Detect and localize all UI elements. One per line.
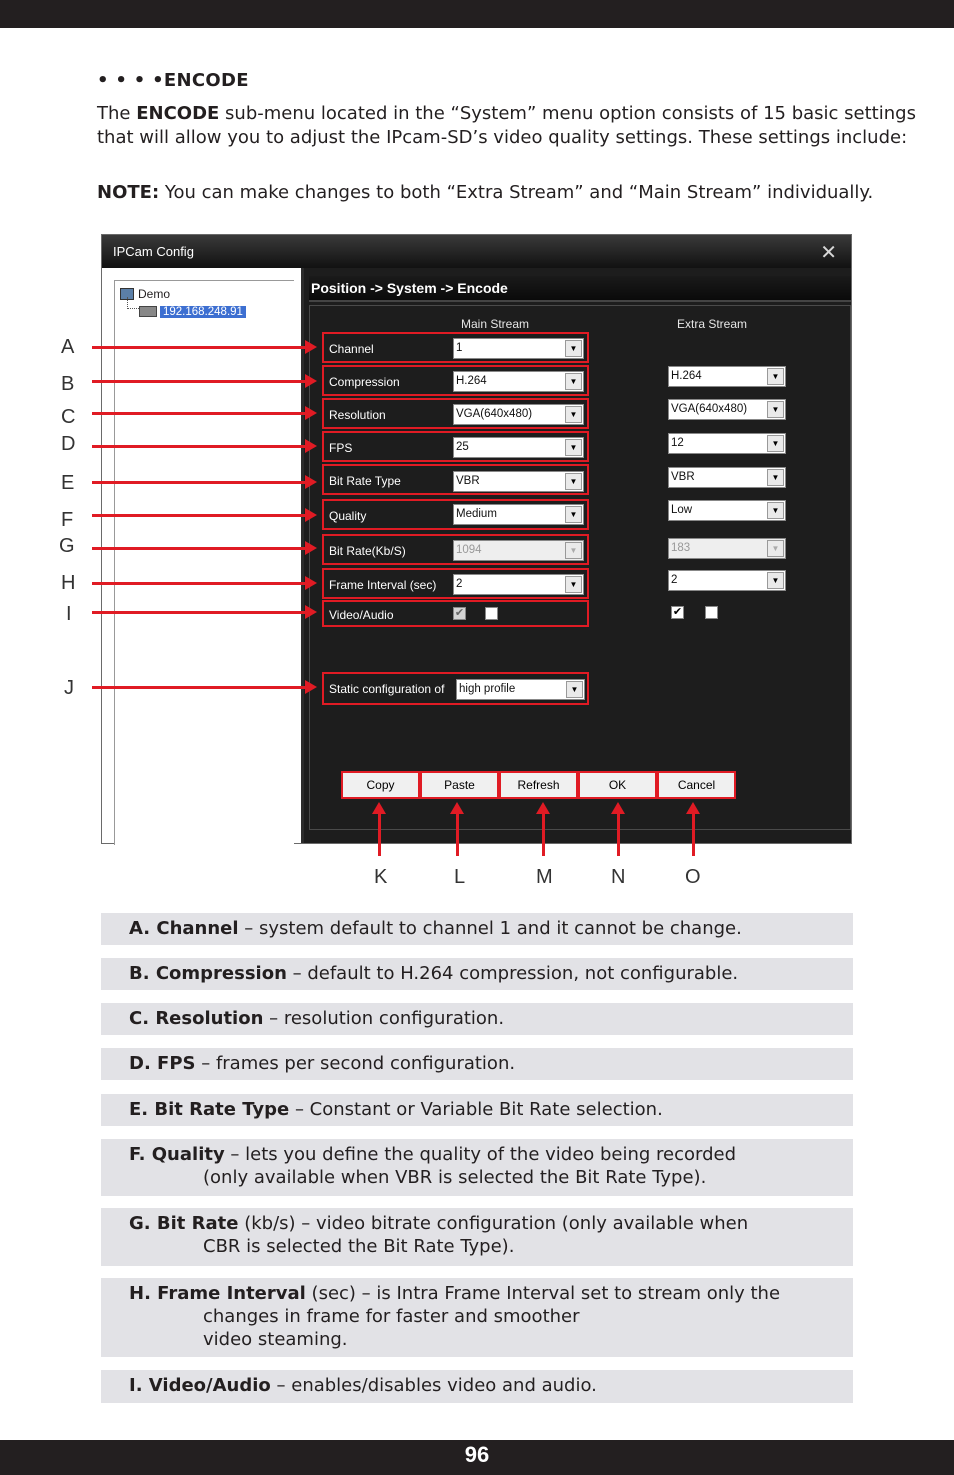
fps-main-value: 25 [456, 441, 469, 453]
desc-bit-rate-text: (kb/s) – video bitrate configuration (only available when [238, 1213, 749, 1234]
row-resolution [322, 398, 589, 429]
callout-arrow-f [92, 514, 307, 517]
chevron-down-icon: ▼ [767, 401, 784, 418]
close-icon[interactable]: ✕ [820, 242, 837, 264]
video-audio-label: Video/Audio [329, 608, 394, 622]
desc-video-audio [101, 1370, 853, 1403]
callout-letter-n: N [611, 866, 626, 888]
callout-arrow-m [542, 812, 545, 856]
chevron-down-icon: ▼ [565, 340, 582, 357]
desc-fps-text: – frames per second configuration. [195, 1053, 516, 1074]
compression-select-main[interactable] [453, 371, 584, 392]
callout-letter-e: E [61, 472, 75, 494]
audio-checkbox-main[interactable] [485, 607, 498, 620]
compression-label: Compression [329, 375, 400, 389]
video-checkbox-main[interactable]: ✔ [454, 607, 465, 619]
resolution-extra-value: VGA(640x480) [671, 403, 748, 415]
desc-compression-term: B. Compression [129, 963, 287, 984]
chevron-down-icon: ▼ [565, 473, 582, 490]
window-title-bar [102, 235, 851, 268]
chevron-down-icon: ▼ [565, 506, 582, 523]
section-heading: • • • •ENCODE [97, 70, 249, 91]
desc-bit-rate-type-term: E. Bit Rate Type [129, 1099, 290, 1120]
desc-resolution-text: – resolution configuration. [263, 1008, 505, 1029]
desc-bit-rate-type-text: – Constant or Variable Bit Rate selection. [289, 1099, 663, 1120]
frame-interval-extra-value: 2 [671, 574, 678, 586]
desc-fps [101, 1048, 853, 1080]
callout-arrow-j [92, 686, 307, 689]
callout-letter-c: C [61, 406, 76, 428]
desc-frame-interval-continued: changes in frame for faster and smoother [203, 1306, 580, 1327]
callout-arrow-b [92, 380, 307, 383]
note-paragraph [97, 182, 937, 203]
bit-rate-type-select-extra[interactable] [668, 467, 786, 488]
device-ip-label: 192.168.248.91 [160, 306, 246, 318]
resolution-select-extra[interactable] [668, 399, 786, 420]
bit-rate-label: Bit Rate(Kb/S) [329, 544, 406, 558]
desc-frame-interval-term: H. Frame Interval [129, 1283, 306, 1304]
callout-letter-d: D [61, 433, 76, 455]
audio-checkbox-extra[interactable] [705, 606, 718, 619]
quality-main-value: Medium [456, 508, 497, 520]
cancel-button[interactable]: Cancel [657, 771, 736, 799]
callout-arrow-h [92, 582, 307, 585]
breadcrumb: Position -> System -> Encode [309, 276, 851, 302]
channel-select[interactable] [453, 338, 584, 359]
bit-rate-extra-value: 183 [671, 542, 691, 554]
callout-arrow-i [92, 611, 307, 614]
quality-label: Quality [329, 509, 367, 523]
desc-bit-rate-continued: CBR is selected the Bit Rate Type). [203, 1236, 515, 1257]
tree-connector [127, 297, 139, 309]
callout-letter-f: F [61, 509, 74, 531]
chevron-down-icon: ▼ [565, 406, 582, 423]
desc-frame-interval-text: (sec) – is Intra Frame Interval set to stream only the [305, 1283, 781, 1304]
chevron-down-icon: ▼ [767, 572, 784, 589]
callout-letter-m: M [536, 866, 553, 888]
quality-select-main[interactable] [453, 504, 584, 525]
callout-arrow-n [617, 812, 620, 856]
desc-bit-rate [101, 1208, 853, 1266]
bit-rate-type-select-main[interactable] [453, 471, 584, 492]
intro-paragraph [97, 102, 917, 149]
callout-arrow-d [92, 445, 307, 448]
desc-resolution [101, 1003, 853, 1035]
callout-letter-l: L [454, 866, 466, 888]
chevron-down-icon: ▼ [566, 681, 583, 698]
frame-interval-select-main[interactable] [453, 574, 584, 595]
channel-label: Channel [329, 342, 374, 356]
desc-quality-continued: (only available when VBR is selected the Bit Rate Type). [203, 1167, 707, 1188]
note-text: You can make changes to both “Extra Stream” and “Main Stream” individually. [159, 182, 874, 203]
paste-button[interactable]: Paste [420, 771, 499, 799]
desc-bit-rate-type [101, 1094, 853, 1126]
callout-arrow-e [92, 481, 307, 484]
row-frame-interval [322, 568, 589, 599]
refresh-button[interactable]: Refresh [499, 771, 578, 799]
fps-extra-value: 12 [671, 437, 684, 449]
bit-rate-type-extra-value: VBR [671, 471, 695, 483]
quality-extra-value: Low [671, 504, 693, 516]
row-channel [322, 332, 589, 363]
callout-arrow-k [378, 812, 381, 856]
desc-quality-term: F. Quality [129, 1144, 225, 1165]
resolution-main-value: VGA(640x480) [456, 408, 533, 420]
static-config-select[interactable] [456, 679, 585, 700]
main-stream-header: Main Stream [461, 317, 530, 331]
callout-letter-i: I [66, 603, 72, 625]
callout-arrow-g [92, 547, 307, 550]
bit-rate-type-main-value: VBR [456, 475, 480, 487]
desc-compression [101, 958, 853, 990]
desc-resolution-term: C. Resolution [129, 1008, 264, 1029]
callout-letter-o: O [685, 866, 701, 888]
desc-frame-interval-continued-2: video steaming. [203, 1329, 348, 1350]
extra-stream-header: Extra Stream [677, 317, 748, 331]
ok-button[interactable]: OK [578, 771, 657, 799]
desc-channel-term: A. Channel [129, 918, 239, 939]
chevron-down-icon: ▼ [767, 435, 784, 452]
callout-letter-j: J [64, 677, 74, 699]
static-config-value: high profile [459, 683, 516, 695]
compression-extra-value: H.264 [671, 370, 702, 382]
chevron-down-icon: ▼ [565, 373, 582, 390]
desc-quality [101, 1139, 853, 1196]
intro-bold: ENCODE [136, 103, 220, 124]
bit-rate-type-label: Bit Rate Type [329, 474, 401, 488]
row-quality [322, 499, 589, 530]
callout-arrow-c [92, 412, 307, 415]
ipcam-config-window [101, 234, 852, 844]
window-title: IPCam Config [113, 244, 194, 259]
tree-item-device[interactable] [139, 304, 246, 318]
frame-interval-select-extra[interactable] [668, 570, 786, 591]
desc-channel-text: – system default to channel 1 and it cannot be change. [238, 918, 742, 939]
video-checkbox-extra[interactable]: ✔ [672, 606, 683, 618]
callout-letter-b: B [61, 373, 75, 395]
row-bit-rate-type [322, 464, 589, 495]
chevron-down-icon: ▼ [565, 542, 582, 559]
desc-video-audio-term: I. Video/Audio [129, 1375, 271, 1396]
resolution-label: Resolution [329, 408, 386, 422]
chevron-down-icon: ▼ [565, 439, 582, 456]
row-bit-rate [322, 534, 589, 565]
row-compression [322, 365, 589, 396]
chevron-down-icon: ▼ [767, 540, 784, 557]
chevron-down-icon: ▼ [767, 502, 784, 519]
quality-select-extra[interactable] [668, 500, 786, 521]
bit-rate-main-value: 1094 [456, 544, 482, 556]
fps-select-main[interactable] [453, 437, 584, 458]
intro-rest: sub-menu located in the “System” menu option consists of 15 basic settings that will allow you to adjust the IPcam-SD’s video quality settings. These settings include: [97, 103, 916, 148]
callout-arrow-l [456, 812, 459, 856]
callout-letter-k: K [374, 866, 388, 888]
fps-label: FPS [329, 441, 353, 455]
note-label: NOTE: [97, 182, 160, 203]
copy-button[interactable]: Copy [341, 771, 420, 799]
desc-frame-interval [101, 1278, 853, 1357]
page-number: 96 [464, 1442, 490, 1467]
compression-main-value: H.264 [456, 375, 487, 387]
frame-interval-main-value: 2 [456, 578, 463, 590]
desc-compression-text: – default to H.264 compression, not configurable. [286, 963, 739, 984]
resolution-select-main[interactable] [453, 404, 584, 425]
chevron-down-icon: ▼ [767, 368, 784, 385]
row-fps [322, 431, 589, 462]
callout-arrow-a [92, 346, 307, 349]
desc-video-audio-text: – enables/disables video and audio. [270, 1375, 597, 1396]
chevron-down-icon: ▼ [565, 576, 582, 593]
callout-letter-h: H [61, 572, 76, 594]
desc-channel [101, 913, 853, 945]
desc-quality-text: – lets you define the quality of the video being recorded [224, 1144, 737, 1165]
camera-icon [139, 306, 157, 317]
row-video-audio [322, 600, 589, 627]
callout-letter-g: G [59, 535, 75, 557]
device-tree [114, 280, 294, 845]
row-static-config [322, 672, 589, 705]
static-config-label: Static configuration of [329, 682, 445, 696]
channel-value: 1 [456, 342, 463, 354]
tree-root-label: Demo [138, 287, 171, 301]
chevron-down-icon: ▼ [767, 469, 784, 486]
callout-arrow-o [692, 812, 695, 856]
frame-interval-label: Frame Interval (sec) [329, 578, 437, 592]
top-bar [0, 0, 954, 28]
desc-fps-term: D. FPS [129, 1053, 196, 1074]
intro-prefix: The [97, 103, 137, 124]
callout-letter-a: A [61, 336, 75, 358]
compression-select-extra[interactable] [668, 366, 786, 387]
desc-bit-rate-term: G. Bit Rate [129, 1213, 239, 1234]
bit-rate-input-main[interactable] [453, 540, 584, 561]
bit-rate-input-extra[interactable] [668, 538, 786, 559]
fps-select-extra[interactable] [668, 433, 786, 454]
